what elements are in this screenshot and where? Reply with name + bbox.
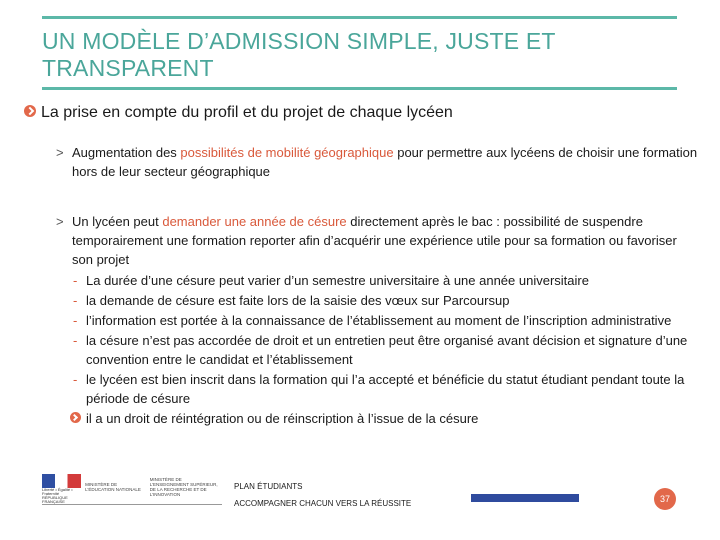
republic-logo xyxy=(42,474,81,504)
text-segment: Un lycéen peut xyxy=(72,214,163,229)
highlight-mobility: possibilités de mobilité géographique xyxy=(180,145,394,160)
list-item-text: l’information est portée à la connaissance de l’établissement au moment de l’inscription administrative xyxy=(86,313,672,328)
point-gap-year xyxy=(56,212,701,428)
list-item-final xyxy=(56,409,701,428)
point-marker: > xyxy=(56,145,64,160)
list-item: - La durée d’une césure peut varier d’un semestre universitaire à une année universitaire xyxy=(73,273,589,288)
point-mobility-text xyxy=(56,143,701,181)
title-top-rule xyxy=(42,16,677,19)
list-item-text: la demande de césure est faite lors de la saisie des vœux sur Parcoursup xyxy=(86,293,510,308)
point-mobility xyxy=(56,143,701,181)
highlight-gap-year: demander une année de césure xyxy=(162,214,347,229)
ministry-education: MINISTÈRE DE L’ÉDUCATION NATIONALE xyxy=(85,482,141,492)
text-segment: pour permettre aux lycéens de choisir une formation hors de leur secteur géographique xyxy=(72,145,698,179)
text-segment: Augmentation des xyxy=(72,145,181,160)
list-item-text: La durée d’une césure peut varier d’un semestre universitaire à une année universitaire xyxy=(86,273,589,288)
title-bottom-rule xyxy=(42,87,677,90)
footer-tagline: ACCOMPAGNER CHACUN VERS LA RÉUSSITE xyxy=(234,499,412,508)
footer-plan: PLAN ÉTUDIANTS xyxy=(234,482,303,491)
arrow-circle-icon xyxy=(24,105,36,117)
ministry-logos xyxy=(42,470,222,505)
list-item: - l’information est portée à la connaissance de l’établissement au moment de l’inscription administrative xyxy=(73,313,672,328)
ministry-higher-education: MINISTÈRE DE L’ENSEIGNEMENT SUPÉRIEUR, DE LA RECHERCHE ET DE L’INNOVATION xyxy=(149,477,218,497)
footer-bar xyxy=(471,494,579,502)
slide-title: UN MODÈLE D’ADMISSION SIMPLE, JUSTE ET TRANSPARENT xyxy=(42,28,556,81)
republic-motto: Liberté • Égalité • Fraternité RÉPUBLIQUE FRANÇAISE xyxy=(42,488,81,500)
page-number: 37 xyxy=(654,488,676,510)
list-item: - la demande de césure est faite lors de la saisie des vœux sur Parcoursup xyxy=(73,293,510,308)
footer-text xyxy=(234,480,411,510)
text-segment: directement après le bac : possibilité de suspendre temporairement une formation reporter afin d’acquérir une expérience utile pour sa formation ou favoriser son projet xyxy=(72,214,677,267)
arrow-circle-icon xyxy=(70,412,81,423)
list-item-text: le lycéen est bien inscrit dans la formation qui l’a accepté et bénéficie du statut étudiant pendant toute la période de césure xyxy=(86,372,685,406)
point-gap-year-text xyxy=(56,212,701,269)
point-marker: > xyxy=(56,214,64,229)
main-point-text: La prise en compte du profil et du projet de chaque lycéen xyxy=(41,104,453,121)
list-item-text: la césure n’est pas accordée de droit et un entretien peut être organisé avant décision et signature d’une convention entre le candidat et l’établissement xyxy=(86,333,688,367)
list-item-text: il a un droit de réintégration ou de réinscription à l’issue de la césure xyxy=(86,411,479,426)
main-point xyxy=(24,103,453,123)
list-item: - le lycéen est bien inscrit dans la formation qui l’a accepté et bénéficie du statut étudiant pendant toute la période de césure xyxy=(73,372,685,406)
list-item: - la césure n’est pas accordée de droit et un entretien peut être organisé avant décision et signature d’une convention entre le candidat et l’établissement xyxy=(73,333,688,367)
